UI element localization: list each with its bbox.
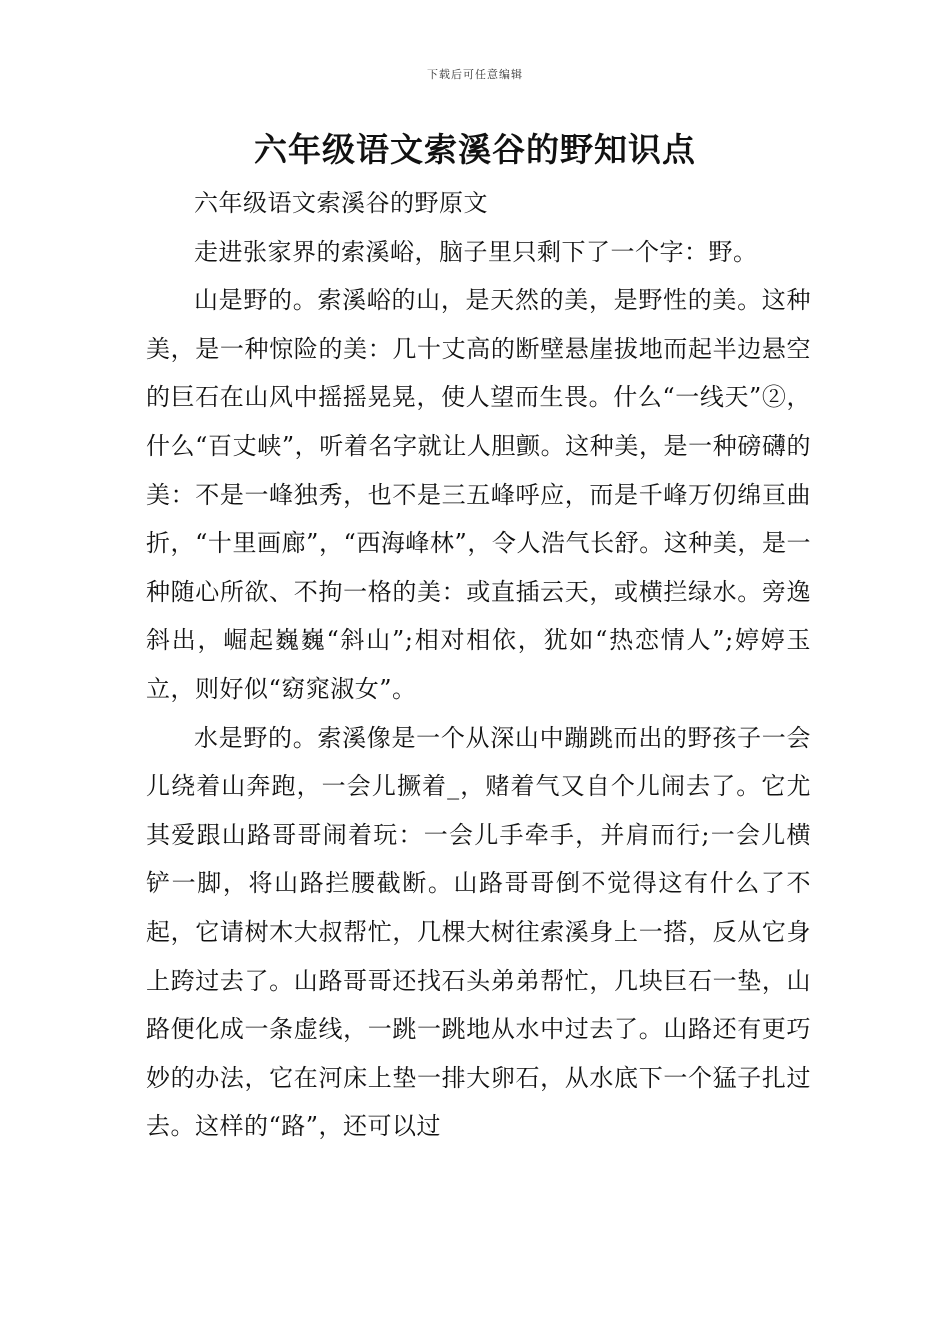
paragraph-subtitle: 六年级语文索溪谷的野原文 bbox=[194, 189, 488, 217]
paragraph-water: 水是野的。索溪像是一个从深山中蹦跳而出的野孩子一会儿绕着山奔跑，一会儿撅着_，赌着气又自个儿闹去了。它尤其爱跟山路哥哥闹着玩：一会儿手牵手，并肩而行;一会儿横铲一脚，将山路拦腰截断。山路哥哥倒不觉得这有什么了不起，它请树木大叔帮忙，几棵大树往索溪身上一搭，反从它身上跨过去了。山路哥哥还找石头弟弟帮忙，几块巨石一垫，山路便化成一条虚线，一跳一跳地从水中过去了。山路还有更巧妙的办法，它在河床上垫一排大卵石，从水底下一个猛子扎过去。这样的“路”，还可以过 bbox=[146, 723, 811, 1141]
paragraph-mountain: 山是野的。索溪峪的山，是天然的美，是野性的美。这种美，是一种惊险的美：几十丈高的断壁悬崖拔地而起半边悬空的巨石在山风中摇摇晃晃，使人望而生畏。什么“一线天”②，什么“百丈峡”，听着名字就让人胆颤。这种美，是一种磅礴的美：不是一峰独秀，也不是三五峰呼应，而是千峰万仞绵亘曲折，“十里画廊”，“西海峰林”，令人浩气长舒。这种美，是一种随心所欲、不拘一格的美：或直插云天，或横拦绿水。旁逸斜出，崛起巍巍“斜山”;相对相依，犹如“热恋情人”;婷婷玉立，则好似“窈窕淑女”。 bbox=[146, 286, 811, 703]
paragraph-intro: 走进张家界的索溪峪，脑子里只剩下了一个字：野。 bbox=[194, 237, 758, 266]
header-note: 下载后可任意编辑 bbox=[427, 68, 523, 81]
document-title: 六年级语文索溪谷的野知识点 bbox=[254, 130, 696, 169]
document-body bbox=[146, 179, 811, 1151]
